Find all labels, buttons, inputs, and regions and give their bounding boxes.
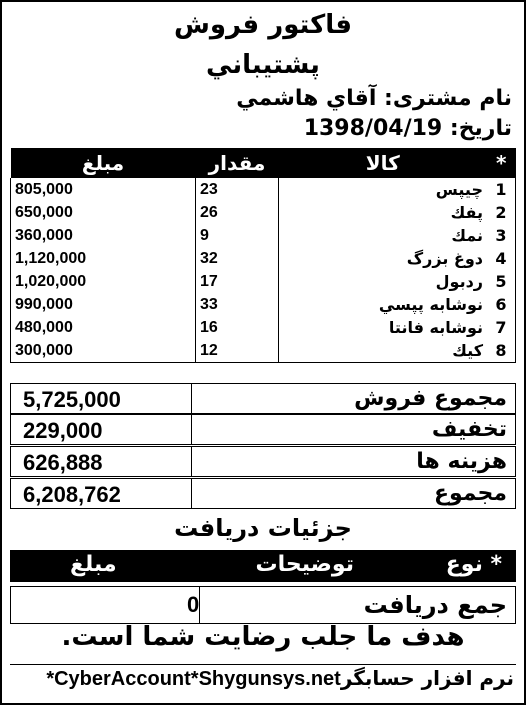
costs-label: هزينه ها [416,449,507,474]
row-amount: 300,000 [11,339,196,363]
row-qty: 17 [196,270,279,293]
customer-label: نام مشتری: [384,86,512,111]
row-index: 2 [487,201,516,224]
row-index: 1 [487,178,516,201]
payment-details-title: جزئيات دريافت [174,514,352,542]
row-item: پفك [279,201,488,224]
row-amount: 1,120,000 [11,247,196,270]
discount-value: 229,000 [23,418,103,443]
items-table [10,148,516,363]
grand-total-row [10,478,516,509]
header-qty: مقدار [196,148,279,178]
date-line [304,116,512,141]
row-qty: 26 [196,201,279,224]
row-item: نمك [279,224,488,247]
row-item: دوغ بزرگ [279,247,488,270]
row-index: 4 [487,247,516,270]
grand-total-value: 6,208,762 [23,482,121,507]
row-amount: 805,000 [11,178,196,201]
payment-total-label: جمع دريافت [363,591,507,619]
row-index: 8 [487,339,516,363]
items-header-row [11,148,516,178]
table-row [11,316,516,339]
row-index: 6 [487,293,516,316]
sales-total-label: مجموع فروش [354,386,507,411]
row-item: نوشابه پپسي [279,293,488,316]
payment-type-header: * نوع [445,552,502,577]
header-item: كالا [279,148,488,178]
row-qty: 9 [196,224,279,247]
row-item: ردبول [279,270,488,293]
table-row [11,293,516,316]
date-value: 1398/04/19 [303,116,443,141]
row-qty: 33 [196,293,279,316]
payment-total-row [10,586,516,624]
header-amount: مبلغ [11,148,196,178]
row-qty: 16 [196,316,279,339]
table-row [11,178,516,201]
sales-total-value: 5,725,000 [23,387,121,412]
row-index: 5 [487,270,516,293]
row-index: 3 [487,224,516,247]
grand-total-label: مجموع [433,481,507,506]
discount-label: تخفيف [431,417,507,442]
table-row [11,224,516,247]
row-item: چيپس [279,178,488,201]
row-qty: 23 [196,178,279,201]
payments-header-row [10,550,516,582]
row-divider [191,415,192,444]
row-amount: 990,000 [11,293,196,316]
software-label: نرم افزار حسابگر [340,666,514,690]
row-item: كيك [279,339,488,363]
table-row [11,270,516,293]
table-row [11,339,516,363]
row-qty: 32 [196,247,279,270]
software-footer [46,666,514,691]
row-amount: 1,020,000 [11,270,196,293]
payment-amount-header: مبلغ [70,552,117,577]
payment-total-value: 0 [187,592,200,617]
row-divider [191,479,192,508]
row-amount: 480,000 [11,316,196,339]
invoice-title: فاكتور فروش [173,10,353,40]
row-qty: 12 [196,339,279,363]
header-index: * [487,148,516,178]
row-index: 7 [487,316,516,339]
software-name: CyberAccount*Shygunsys.net* [46,668,341,690]
payment-description-header: توضيحات [255,552,354,577]
invoice-subtitle: پشتيباني [206,50,320,80]
customer-line [236,86,512,111]
row-item: نوشابه فانتا [279,316,488,339]
date-label: تاریخ: [449,116,512,141]
costs-value: 626,888 [23,450,103,475]
row-amount: 360,000 [11,224,196,247]
row-divider [191,384,192,413]
row-amount: 650,000 [11,201,196,224]
customer-name: آقاي هاشمي [236,86,377,111]
table-row [11,247,516,270]
slogan: هدف ما جلب رضايت شما است. [61,622,465,652]
costs-row [10,446,516,477]
sales-total-row [10,383,516,414]
row-divider [191,447,192,476]
discount-row [10,414,516,445]
table-row [11,201,516,224]
footer-divider [10,664,516,665]
